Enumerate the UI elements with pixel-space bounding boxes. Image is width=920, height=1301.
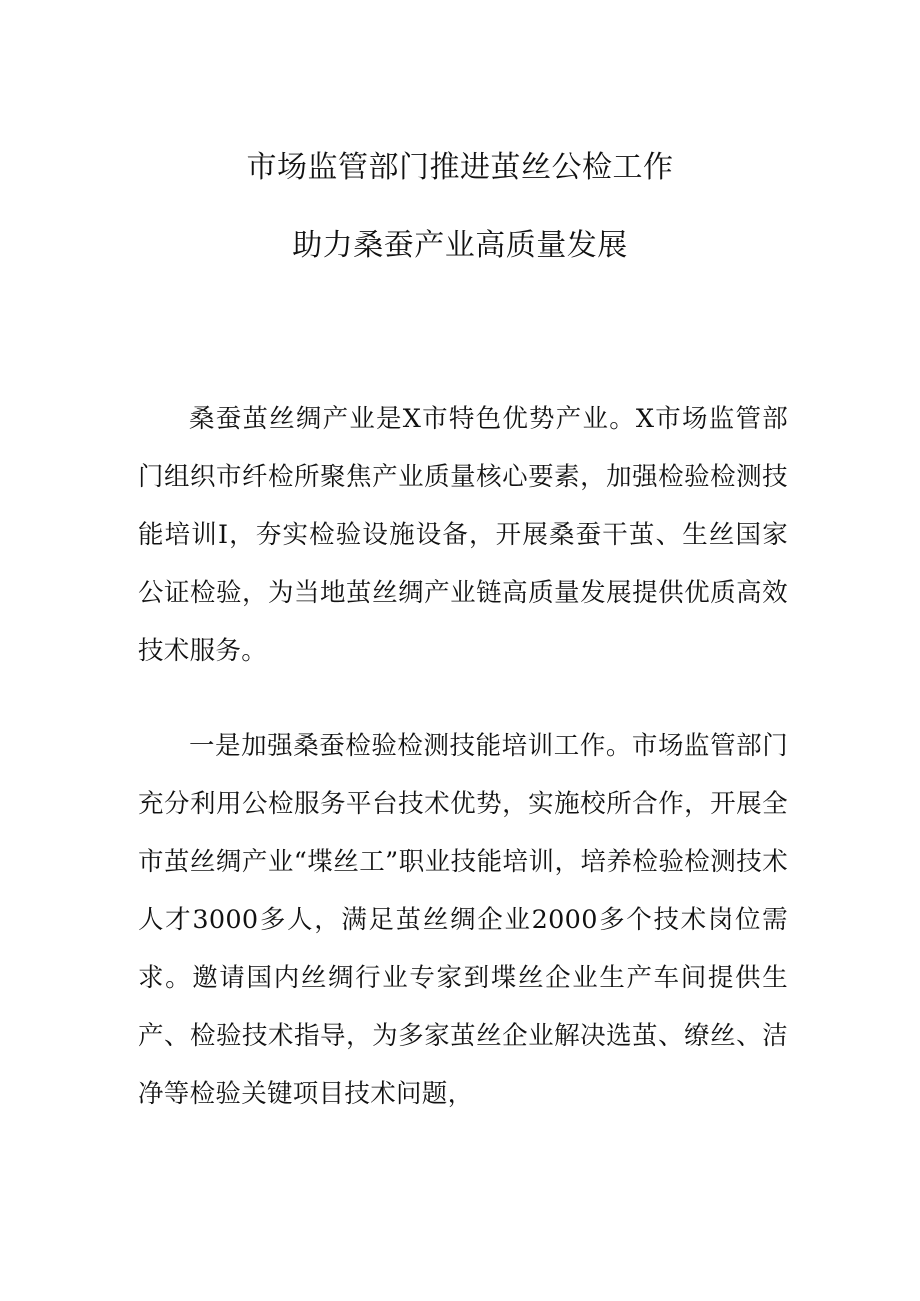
- body-paragraph-intro: 桑蚕茧丝绸产业是X市特色优势产业。X市场监管部门组织市纤检所聚焦产业质量核心要素，加强检验检测技能培训I，夯实检验设施设备，开展桑蚕干茧、生丝国家公证检验，为当地茧丝绸产业链高质量发展提供优质高效技术服务。: [138, 403, 788, 666]
- document-title-line-1: 市场监管部门推进茧丝公检工作: [246, 150, 674, 185]
- body-paragraph-training: 一是加强桑蚕检验检测技能培训工作。市场监管部门充分利用公检服务平台技术优势，实施校所合作，开展全市茧丝绸产业“堞丝工”职业技能培训，培养检验检测技术人才3000多人，满足茧丝绸企业2000多个技术岗位需求。邀请国内丝绸行业专家到堞丝企业生产车间提供生产、检验技术指导，为多家茧丝企业解决选茧、缭丝、洁净等检验关键项目技术问题，: [138, 730, 788, 1109]
- document-title-line-2: 助力桑蚕产业高质量发展: [292, 228, 628, 263]
